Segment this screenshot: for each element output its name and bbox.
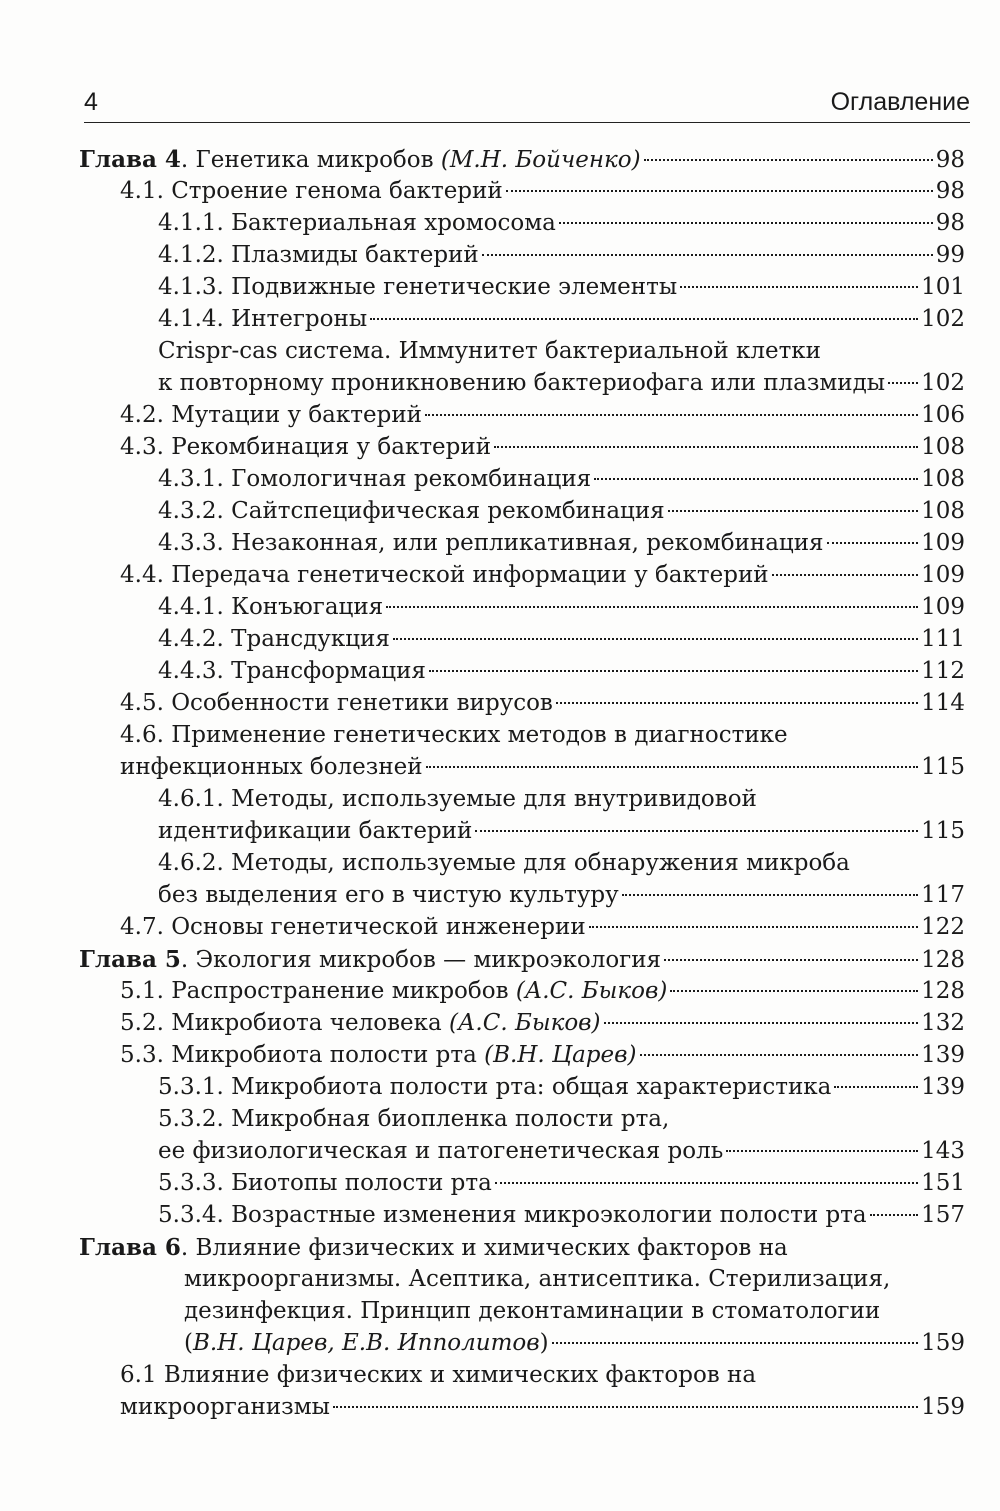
toc-title: 5.1. Распространение микробов (120, 978, 516, 1004)
toc-page: 109 (921, 562, 965, 588)
toc-page: 109 (921, 594, 965, 620)
toc-page: 102 (921, 370, 965, 396)
toc-title: 5.3.2. Микробная биопленка полости рта, (158, 1106, 670, 1132)
toc-page: 112 (921, 658, 965, 684)
toc-entry-chapter-5[interactable] (79, 944, 965, 975)
toc-title: 5.2. Микробиота человека (120, 1010, 450, 1036)
toc-title: ее физиологическая и патогенетическая роль (158, 1138, 724, 1164)
toc-title: Crispr-cas система. Иммунитет бактериальной клетки (158, 338, 822, 364)
toc-entry[interactable] (158, 304, 965, 335)
toc-page: 108 (921, 434, 965, 460)
toc-title: 4.3. Рекомбинация у бактерий (120, 434, 492, 460)
toc-title: 4.5. Особенности генетики вирусов (120, 690, 553, 716)
dot-leader (556, 702, 918, 704)
dot-leader (726, 1150, 918, 1152)
toc-title: идентификации бактерий (158, 818, 473, 844)
toc-page: 114 (921, 690, 965, 716)
toc-entry[interactable] (120, 688, 965, 719)
toc-title: дезинфекция. Принцип деконтаминации в стоматологии (184, 1298, 881, 1324)
toc-entry[interactable] (120, 400, 965, 431)
toc-page: 111 (921, 626, 965, 652)
toc-entry[interactable] (158, 1136, 965, 1167)
dot-leader (393, 638, 918, 640)
toc-entry[interactable] (158, 368, 965, 399)
toc-entry[interactable] (158, 880, 965, 911)
toc-entry[interactable] (120, 1040, 965, 1071)
dot-leader (664, 959, 918, 961)
toc-title: . Влияние физических и химических факторов на (180, 1235, 788, 1261)
toc-entry[interactable] (158, 496, 965, 527)
toc-title: . Генетика микробов (180, 147, 441, 173)
toc-title: 4.3.3. Незаконная, или репликативная, рекомбинация (158, 530, 824, 556)
dot-leader (888, 382, 918, 384)
toc-author: В.Н. Царев, Е.В. Ипполитов (192, 1330, 540, 1356)
toc-title: без выделения его в чистую культуру (158, 882, 619, 908)
toc-page: 139 (921, 1074, 965, 1100)
chapter-number: Глава 6 (79, 1234, 181, 1261)
toc-title: 5.3.1. Микробиота полости рта: общая характеристика (158, 1074, 832, 1100)
toc-title: к повторному проникновению бактериофага или плазмиды (158, 370, 886, 396)
toc-title: 4.7. Основы генетической инженерии (120, 914, 586, 940)
toc-page: 115 (921, 818, 965, 844)
dot-leader (370, 318, 918, 320)
dot-leader (827, 542, 919, 544)
toc-page: 143 (921, 1138, 965, 1164)
toc-entry[interactable] (158, 528, 965, 559)
toc-entry[interactable] (158, 464, 965, 495)
dot-leader (429, 670, 918, 672)
chapter-number: Глава 5 (79, 946, 181, 973)
toc-author: (А.С. Быков) (515, 978, 668, 1004)
dot-leader (772, 574, 918, 576)
dot-leader (494, 446, 918, 448)
toc-title: 4.3.2. Сайтспецифическая рекомбинация (158, 498, 665, 524)
toc-entry[interactable] (120, 752, 965, 783)
dot-leader (594, 478, 918, 480)
dot-leader (670, 990, 918, 992)
toc-entry-chapter-6[interactable] (79, 1232, 788, 1263)
toc-entry[interactable] (120, 912, 965, 943)
toc-entry-continued[interactable] (184, 1296, 880, 1327)
toc-entry[interactable] (158, 816, 965, 847)
toc-entry[interactable] (158, 208, 965, 239)
toc-title: ( (184, 1330, 193, 1356)
dot-leader (870, 1214, 918, 1216)
toc-title: микроорганизмы. Асептика, антисептика. Стерилизация, (184, 1266, 891, 1292)
toc-entry[interactable] (120, 1008, 965, 1039)
toc-entry[interactable] (158, 1072, 965, 1103)
toc-title: 6.1 Влияние физических и химических факторов на (120, 1362, 757, 1388)
toc-page: 128 (921, 978, 965, 1004)
chapter-number: Глава 4 (79, 146, 181, 173)
toc-title: 4.6.1. Методы, используемые для внутривидовой (158, 786, 757, 812)
dot-leader (426, 766, 919, 768)
dot-leader (506, 190, 933, 192)
running-header (84, 84, 970, 123)
toc-page: 151 (921, 1170, 965, 1196)
toc-entry[interactable] (120, 432, 965, 463)
toc-entry[interactable] (120, 176, 965, 207)
toc-title: инфекционных болезней (120, 754, 423, 780)
toc-page: 108 (921, 498, 965, 524)
toc-entry[interactable] (120, 560, 965, 591)
dot-leader (495, 1182, 918, 1184)
dot-leader (386, 606, 918, 608)
dot-leader (482, 254, 933, 256)
toc-page: 106 (921, 402, 965, 428)
toc-title: 5.3.4. Возрастные изменения микроэкологии полости рта (158, 1202, 867, 1228)
toc-page: 98 (935, 178, 965, 204)
toc-page: 159 (921, 1394, 965, 1420)
toc-title: 4.3.1. Гомологичная рекомбинация (158, 466, 592, 492)
dot-leader (333, 1406, 918, 1408)
toc-title: 4.1.1. Бактериальная хромосома (158, 210, 556, 236)
toc-page: 101 (921, 274, 965, 300)
dot-leader (622, 894, 918, 896)
toc-page: 132 (921, 1010, 965, 1036)
toc-entry-continued[interactable] (158, 848, 850, 879)
toc-entry[interactable] (158, 656, 965, 687)
toc-title: 4.6. Применение генетических методов в диагностике (120, 722, 788, 748)
dot-leader (475, 830, 918, 832)
toc-title: 4.1. Строение генома бактерий (120, 178, 503, 204)
toc-entry[interactable] (158, 624, 965, 655)
dot-leader (640, 1054, 919, 1056)
toc-entry[interactable] (184, 1328, 965, 1359)
toc-title-close: ) (539, 1330, 549, 1356)
dot-leader (552, 1342, 918, 1344)
toc-title: . Экология микробов — микроэкология (180, 947, 662, 973)
toc-entry[interactable] (158, 240, 965, 271)
dot-leader (644, 159, 933, 161)
toc-entry-continued[interactable] (184, 1264, 890, 1295)
toc-title: 4.4.2. Трансдукция (158, 626, 390, 652)
toc-entry-continued[interactable] (158, 1104, 669, 1135)
toc-entry[interactable] (120, 1392, 965, 1423)
toc-title: 4.4.3. Трансформация (158, 658, 426, 684)
toc-title: 4.1.4. Интегроны (158, 306, 368, 332)
toc-entry-continued[interactable] (158, 784, 757, 815)
toc-page: 102 (921, 306, 965, 332)
toc-author: (В.Н. Царев) (484, 1042, 637, 1068)
toc-author: (А.С. Быков) (449, 1010, 601, 1036)
toc-entry[interactable] (158, 272, 965, 303)
toc-page: 128 (921, 947, 965, 973)
toc-page: 115 (921, 754, 965, 780)
toc-title: 4.4.1. Конъюгация (158, 594, 384, 620)
toc-page: 139 (921, 1042, 965, 1068)
dot-leader (559, 222, 933, 224)
toc-title: 4.1.3. Подвижные генетические элементы (158, 274, 678, 300)
dot-leader (834, 1086, 918, 1088)
dot-leader (425, 414, 918, 416)
toc-title: 4.6.2. Методы, используемые для обнаружения микроба (158, 850, 850, 876)
toc-entry[interactable] (120, 976, 965, 1007)
toc-entry-chapter-4[interactable] (79, 144, 965, 175)
toc-author: (М.Н. Бойченко) (440, 147, 641, 173)
toc-entry[interactable] (158, 1168, 965, 1199)
toc-page: 117 (921, 882, 965, 908)
toc-page: 98 (935, 147, 965, 173)
toc-title: 4.2. Мутации у бактерий (120, 402, 422, 428)
toc-page: 108 (921, 466, 965, 492)
toc-page: 122 (921, 914, 965, 940)
dot-leader (589, 926, 918, 928)
toc-page: 99 (935, 242, 965, 268)
toc-page: 109 (921, 530, 965, 556)
page-number: 4 (84, 88, 98, 116)
toc-entry[interactable] (158, 592, 965, 623)
toc-entry-continued[interactable] (158, 336, 821, 367)
toc-title: 5.3.3. Биотопы полости рта (158, 1170, 492, 1196)
toc-page: 157 (921, 1202, 965, 1228)
toc-entry-continued[interactable] (120, 1360, 756, 1391)
toc-page: 159 (921, 1330, 965, 1356)
dot-leader (668, 510, 918, 512)
toc-title: 4.4. Передача генетической информации у бактерий (120, 562, 769, 588)
toc-title: микроорганизмы (120, 1394, 330, 1420)
dot-leader (680, 286, 918, 288)
toc-title: 4.1.2. Плазмиды бактерий (158, 242, 479, 268)
toc-entry[interactable] (158, 1200, 965, 1231)
toc-page: 98 (935, 210, 965, 236)
toc-title: 5.3. Микробиота полости рта (120, 1042, 485, 1068)
dot-leader (604, 1022, 919, 1024)
running-title: Оглавление (830, 88, 970, 116)
toc-entry-continued[interactable] (120, 720, 788, 751)
